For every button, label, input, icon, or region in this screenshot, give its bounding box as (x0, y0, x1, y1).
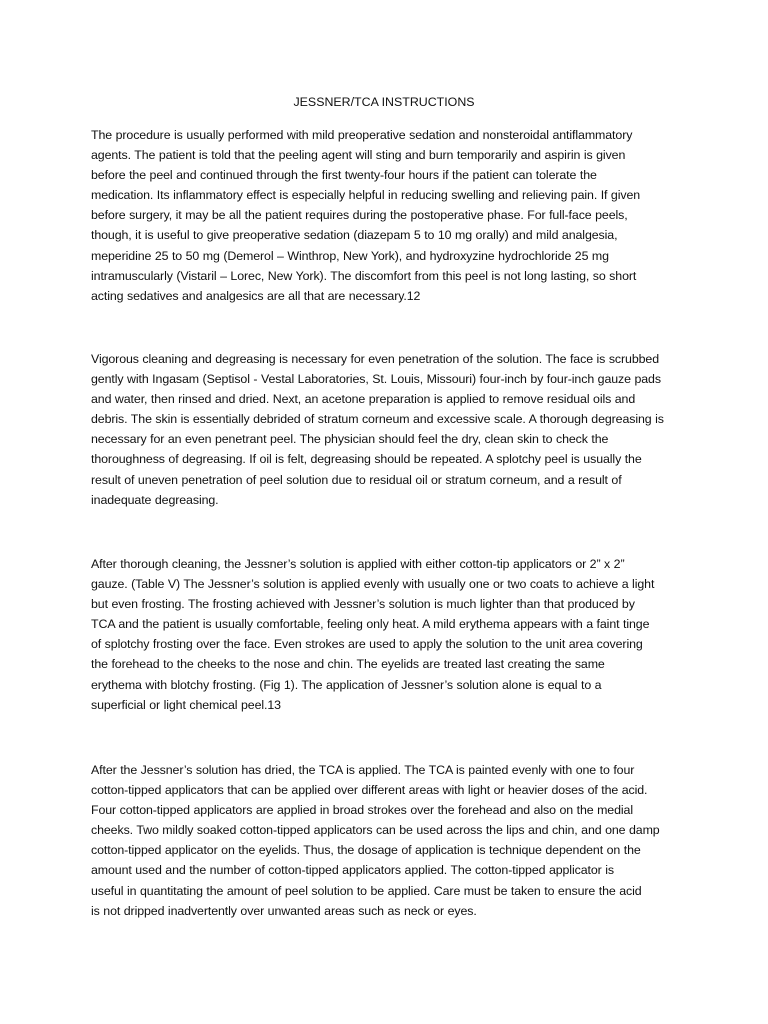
text-line: thoroughness of degreasing. If oil is felt, degreasing should be repeated. A splotchy peel is usually the (91, 452, 642, 467)
text-line: acting sedatives and analgesics are all that are necessary.12 (91, 288, 421, 303)
text-line: erythema with blotchy frosting. (Fig 1). The application of Jessner’s solution alone is equal to a (91, 677, 602, 692)
text-line: gently with Ingasam (Septisol - Vestal Laboratories, St. Louis, Missouri) four-inch by four-inch gauze pads (91, 372, 661, 387)
text-line: agents. The patient is told that the peeling agent will sting and burn temporarily and aspirin is given (91, 148, 626, 163)
text-line: superficial or light chemical peel.13 (91, 697, 281, 712)
text-line: amount used and the number of cotton-tipped applicators applied. The cotton-tipped applicator is (91, 863, 614, 878)
text-line: cotton-tipped applicator on the eyelids. Thus, the dosage of application is technique dependent on the (91, 843, 641, 858)
text-line: meperidine 25 to 50 mg (Demerol – Winthrop, New York), and hydroxyzine hydrochloride 25 mg (91, 248, 609, 263)
text-line: before surgery, it may be all the patient requires during the postoperative phase. For full-face peels, (91, 208, 628, 223)
paragraph-cleaning (91, 349, 681, 510)
text-line: The procedure is usually performed with mild preoperative sedation and nonsteroidal antiflammatory (91, 128, 633, 142)
text-line: TCA and the patient is usually comfortable, feeling only heat. A mild erythema appears with a faint tinge (91, 617, 650, 632)
document-title: JESSNER/TCA INSTRUCTIONS (293, 95, 475, 109)
paragraph-jessner-application (91, 554, 681, 715)
text-line: medication. Its inflammatory effect is especially helpful in reducing swelling and relieving pain. If given (91, 188, 641, 203)
text-line: but even frosting. The frosting achieved with Jessner’s solution is much lighter than that produced by (91, 597, 635, 612)
text-line: Vigorous cleaning and degreasing is necessary for even penetration of the solution. The face is scrubbed (91, 352, 659, 366)
text-line: and water, then rinsed and dried. Next, an acetone preparation is applied to remove residual oils and (91, 392, 636, 407)
text-line: useful in quantitating the amount of peel solution to be applied. Care must be taken to ensure the acid (91, 883, 642, 898)
text-line: cheeks. Two mildly soaked cotton-tipped applicators can be used across the lips and chin, and one damp (91, 823, 660, 838)
paragraph-sedation (91, 125, 681, 306)
text-line: inadequate degreasing. (91, 492, 219, 507)
text-line: After the Jessner’s solution has dried, the TCA is applied. The TCA is painted evenly with one to four (91, 763, 635, 777)
paragraph-tca-application (91, 760, 681, 921)
text-line: the forehead to the cheeks to the nose and chin. The eyelids are treated last creating the same (91, 657, 605, 672)
text-line: intramuscularly (Vistaril – Lorec, New York). The discomfort from this peel is not long lasting, so short (91, 268, 637, 283)
text-line: of splotchy frosting over the face. Even strokes are used to apply the solution to the unit area covering (91, 637, 643, 652)
text-line: cotton-tipped applicators that can be applied over different areas with light or heavier doses of the acid. (91, 783, 648, 798)
text-line: gauze. (Table V) The Jessner’s solution is applied evenly with usually one or two coats to achieve a light (91, 577, 655, 592)
text-line: After thorough cleaning, the Jessner’s solution is applied with either cotton-tip applicators or 2” x 2” (91, 557, 625, 571)
text-line: result of uneven penetration of peel solution due to residual oil or stratum corneum, and a result of (91, 472, 622, 487)
text-line: before the peel and continued through the first twenty-four hours if the patient can tolerate the (91, 168, 597, 183)
text-line: debris. The skin is essentially debrided of stratum corneum and excessive scale. A thorough degreasing is (91, 412, 664, 427)
text-line: Four cotton-tipped applicators are applied in broad strokes over the forehead and also on the medial (91, 803, 633, 818)
text-line: is not dripped inadvertently over unwanted areas such as neck or eyes. (91, 903, 477, 918)
text-line: necessary for an even penetrant peel. The physician should feel the dry, clean skin to check the (91, 432, 609, 447)
text-line: though, it is useful to give preoperative sedation (diazepam 5 to 10 mg orally) and mild analgesia, (91, 228, 618, 243)
